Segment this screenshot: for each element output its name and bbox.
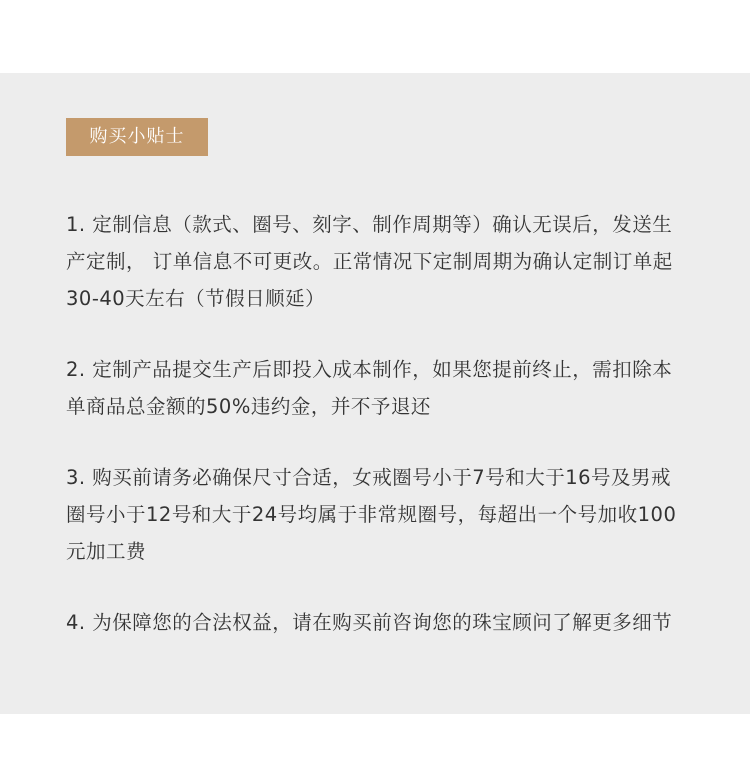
tip-item-3: 3. 购买前请务必确保尺寸合适，女戒圈号小于7号和大于16号及男戒圈号小于12号和大于24号均属于非常规圈号，每超出一个号加收100元加工费	[66, 466, 677, 563]
tip-item-2: 2. 定制产品提交生产后即投入成本制作，如果您提前终止，需扣除本单商品总金额的50%违约金，并不予退还	[66, 358, 673, 418]
section-tag: 购买小贴士	[66, 118, 208, 156]
tip-item-1: 1. 定制信息（款式、圈号、刻字、制作周期等）确认无误后，发送生产定制， 订单信息不可更改。正常情况下定制周期为确认定制订单起30-40天左右（节假日顺延）	[66, 213, 673, 310]
tip-item-4: 4. 为保障您的合法权益，请在购买前咨询您的珠宝顾问了解更多细节	[66, 611, 673, 634]
tips-list	[66, 206, 688, 675]
